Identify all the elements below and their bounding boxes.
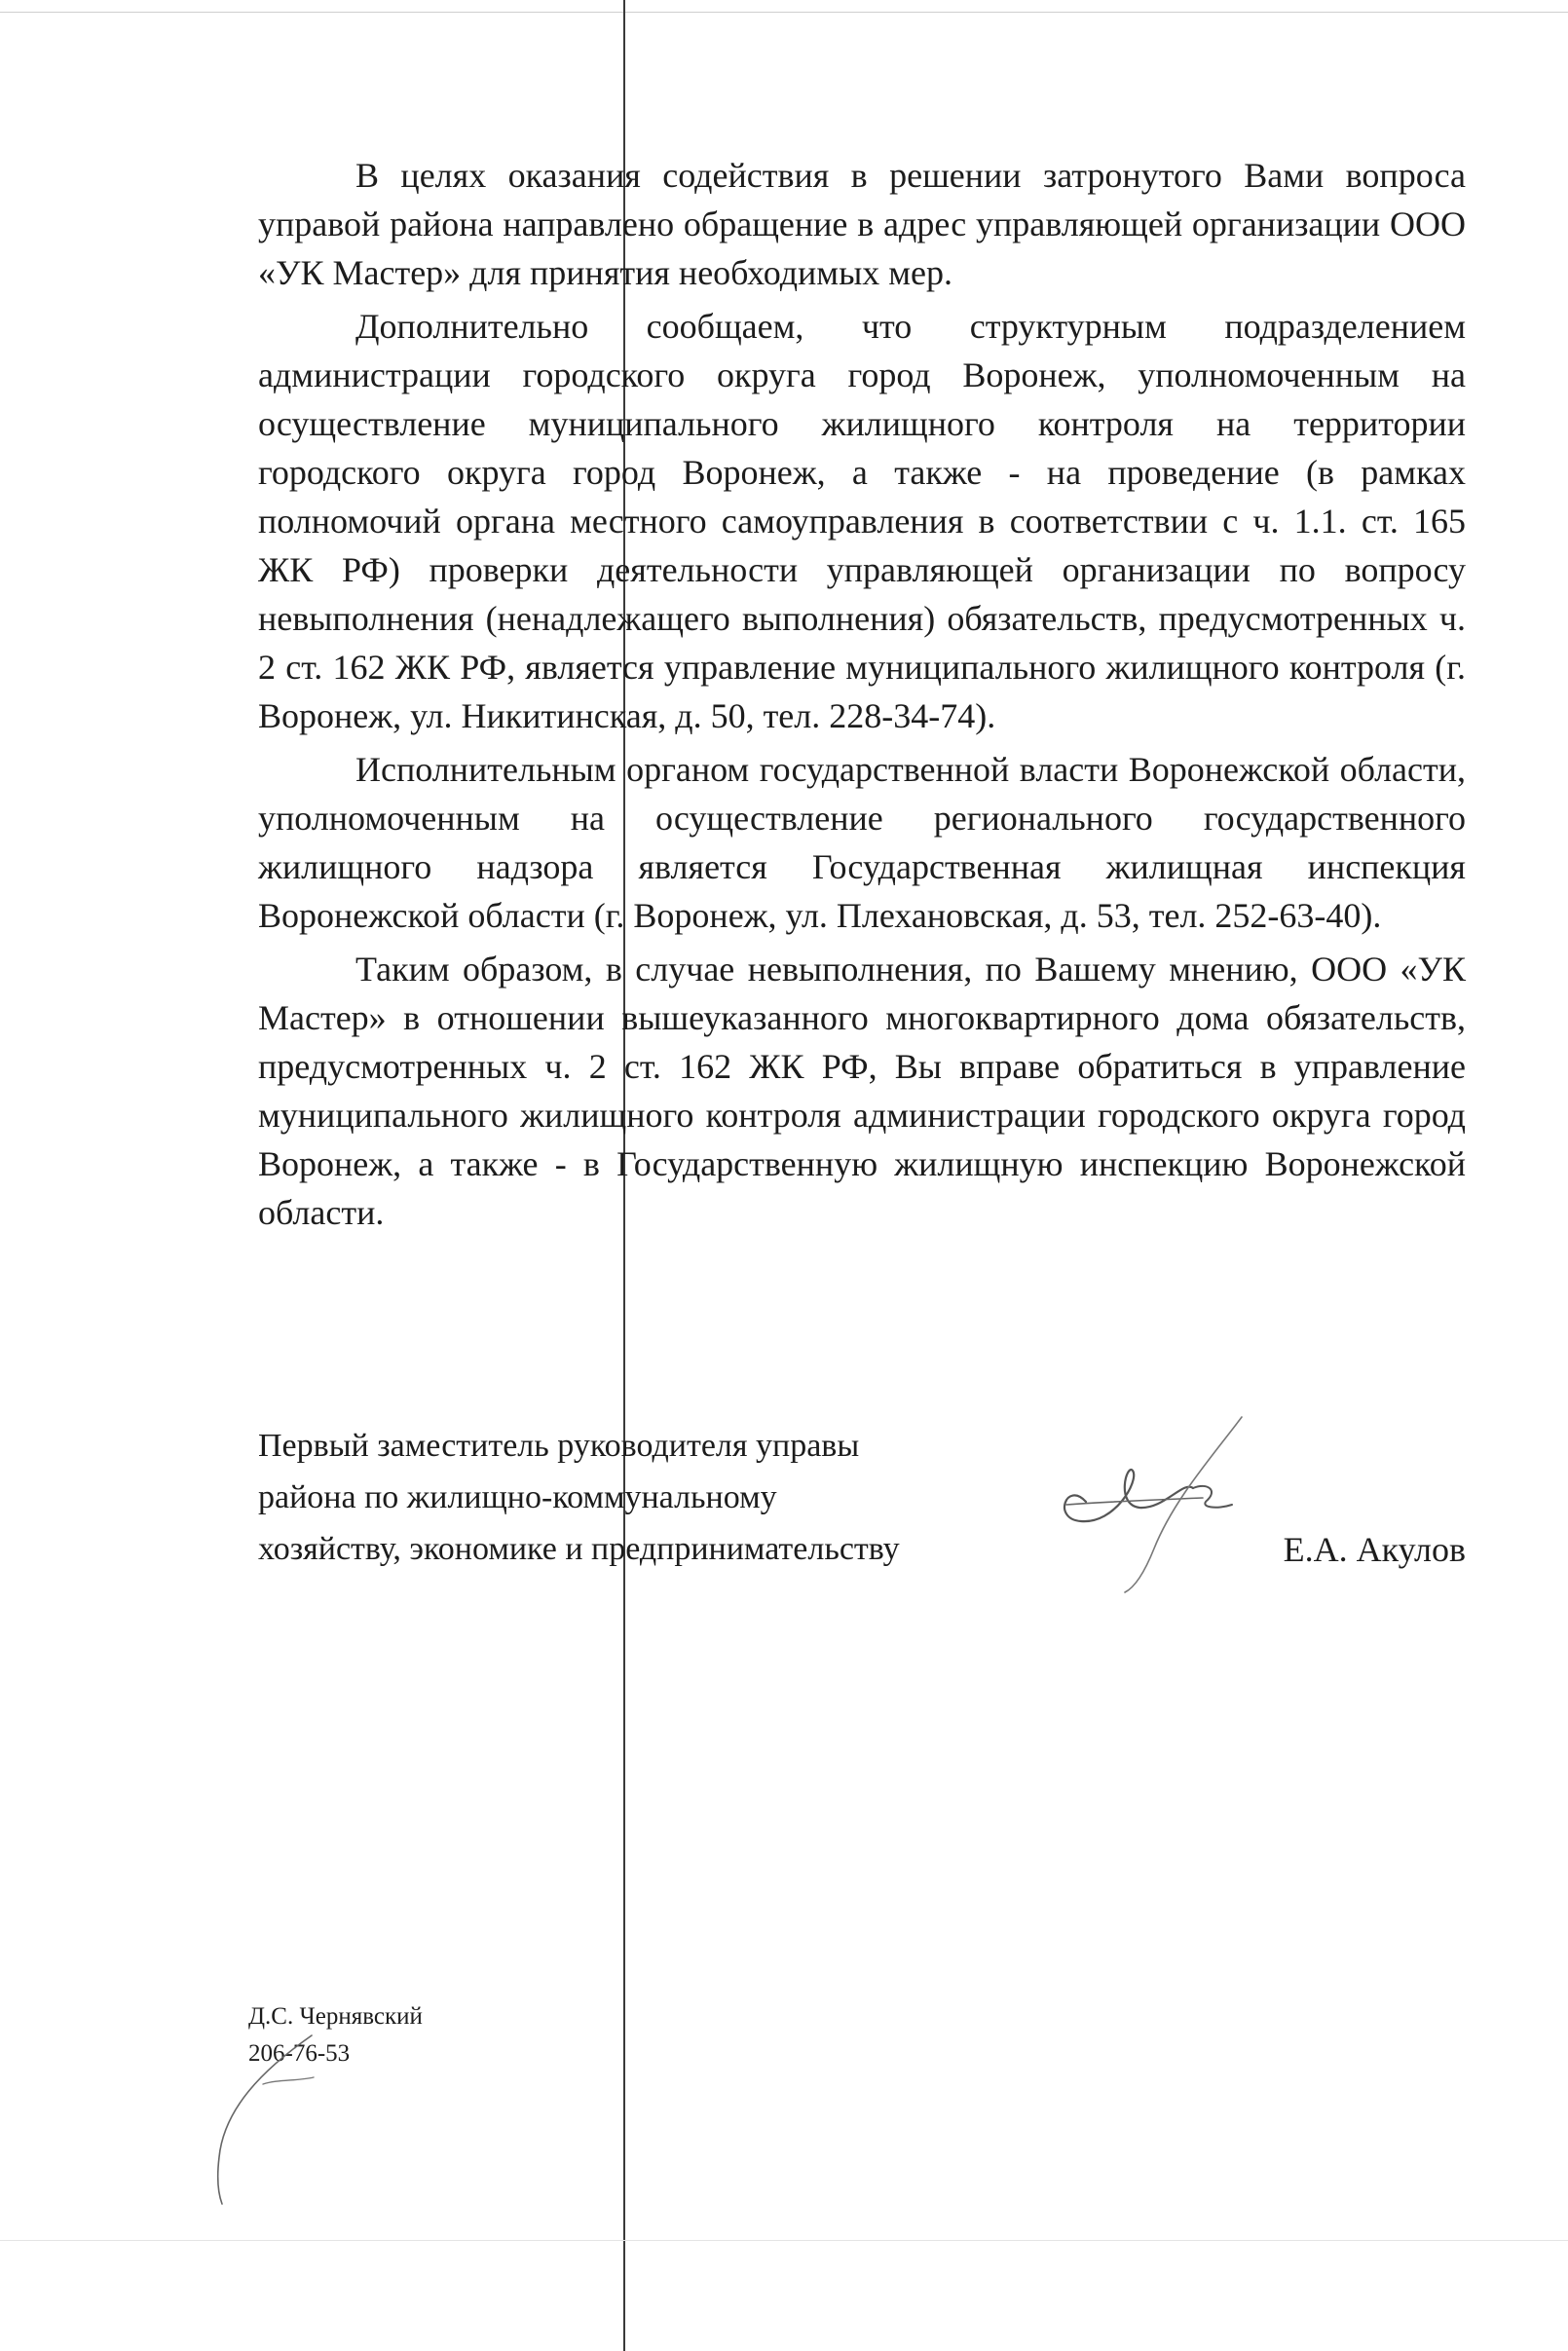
initial-mark (205, 2031, 321, 2206)
paragraph-2: Дополнительно сообщаем, что структурным подразделением администрации городского округа город Воронеж, уполномоченным на осуществление муниципального жилищного контроля на территории городского округа город Воронеж, а также - на проведение (в рамках полномочий органа местного самоуправления в соответствии с ч. 1.1. ст. 165 ЖК РФ) проверки деятельности управляющей организации по вопросу невыполнения (ненадлежащего выполнения) обязательств, предусмотренных ч. 2 ст. 162 ЖК РФ, является управление муниципального жилищного контроля (г. Воронеж, ул. Никитинская, д. 50, тел. 228-34-74). (258, 307, 1466, 735)
signer-name: Е.А. Акулов (1283, 1530, 1466, 1569)
letter-body (258, 151, 1466, 1242)
signer-position-line-3: хозяйству, экономике и предпринимательству (258, 1531, 900, 1567)
executor-phone: 206-76-53 (248, 2040, 351, 2067)
paragraph-3: Исполнительным органом государственной власти Воронежской области, уполномоченным на осуществление регионального государственного жилищного надзора является Государственная жилищная инспекция Воронежской области (г. Воронеж, ул. Плехановская, д. 53, тел. 252-63-40). (258, 750, 1466, 935)
scan-edge-top (0, 12, 1568, 13)
paragraph-1: В целях оказания содействия в решении затронутого Вами вопроса управой района направлено обращение в адрес управляющей организации ООО «УК Мастер» для принятия необходимых мер. (258, 156, 1466, 292)
handwritten-signature (1047, 1412, 1271, 1597)
signer-position-line-1: Первый заместитель руководителя управы (258, 1428, 860, 1464)
paragraph-4: Таким образом, в случае невыполнения, по Вашему мнению, ООО «УК Мастер» в отношении вышеуказанного многоквартирного дома обязательств, предусмотренных ч. 2 ст. 162 ЖК РФ, Вы вправе обратиться в управление муниципального жилищного контроля администрации городского округа город Воронеж, а также - в Государственную жилищную инспекцию Воронежской области. (258, 950, 1466, 1232)
signature-block (258, 1422, 1466, 1578)
signer-position-line-2: района по жилищно-коммунальному (258, 1479, 777, 1515)
executor-name: Д.С. Чернявский (248, 2003, 423, 2030)
scan-edge-bottom (0, 2240, 1568, 2241)
